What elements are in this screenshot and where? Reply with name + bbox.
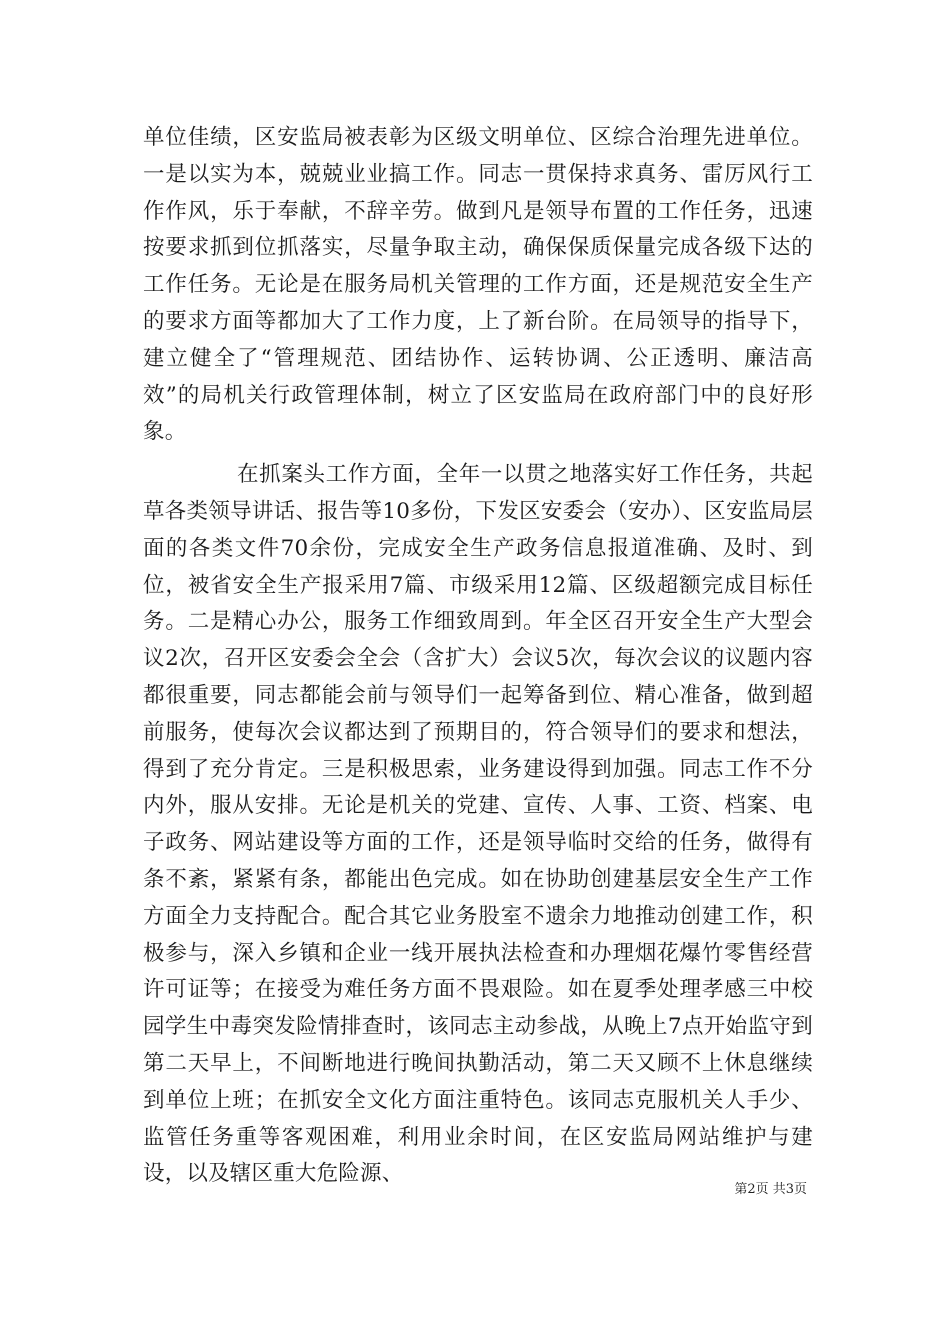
paragraph-1: 单位佳绩，区安监局被表彰为区级文明单位、区综合治理先进单位。一是以实为本，兢兢业业搞工作。同志一贯保持求真务、雷厉风行工作作风，乐于奉献，不辞辛劳。做到凡是领导布置的工作任务，迅速按要求抓到位抓落实，尽量争取主动，确保保质保量完成各级下达的工作任务。无论是在服务局机关管理的工作方面，还是规范安全生产的要求方面等都加大了工作力度，上了新台阶。在局领导的指导下，建立健全了“管理规范、团结协作、运转协调、公正透明、廉洁高效”的局机关行政管理体制，树立了区安监局在政府部门中的良好形象。 bbox=[143, 125, 813, 445]
document-body bbox=[143, 120, 813, 1199]
page-number-footer: 第2页 共3页 bbox=[734, 1182, 807, 1197]
paragraph-2: 在抓案头工作方面，全年一以贯之地落实好工作任务，共起草各类领导讲话、报告等10多份，下发区安委会（安办）、区安监局层面的各类文件70余份，完成安全生产政务信息报道准确、及时、到位，被省安全生产报采用7篇、市级采用12篇、区级超额完成目标任务。二是精心办公，服务工作细致周到。年全区召开安全生产大型会议2次，召开区安委会全会（含扩大）会议5次，每次会议的议题内容都很重要，同志都能会前与领导们一起筹备到位、精心准备，做到超前服务，使每次会议都达到了预期目的，符合领导们的要求和想法，得到了充分肯定。三是积极思索，业务建设得到加强。同志工作不分内外，服从安排。无论是机关的党建、宣传、人事、工资、档案、电子政务、网站建设等方面的工作，还是领导临时交给的任务，做得有条不紊，紧紧有条，都能出色完成。如在协助创建基层安全生产工作方面全力支持配合。配合其它业务股室不遗余力地推动创建工作，积极参与，深入乡镇和企业一线开展执法检查和办理烟花爆竹零售经营许可证等；在接受为难任务方面不畏艰险。如在夏季处理孝感三中校园学生中毒突发险情排查时，该同志主动参战，从晚上7点开始监守到第二天早上，不间断地进行晚间执勤活动，第二天又顾不上休息继续到单位上班；在抓安全文化方面注重特色。该同志克服机关人手少、监管任务重等客观困难，利用业余时间，在区安监局网站维护与建设，以及辖区重大危险源、 bbox=[143, 462, 813, 1187]
